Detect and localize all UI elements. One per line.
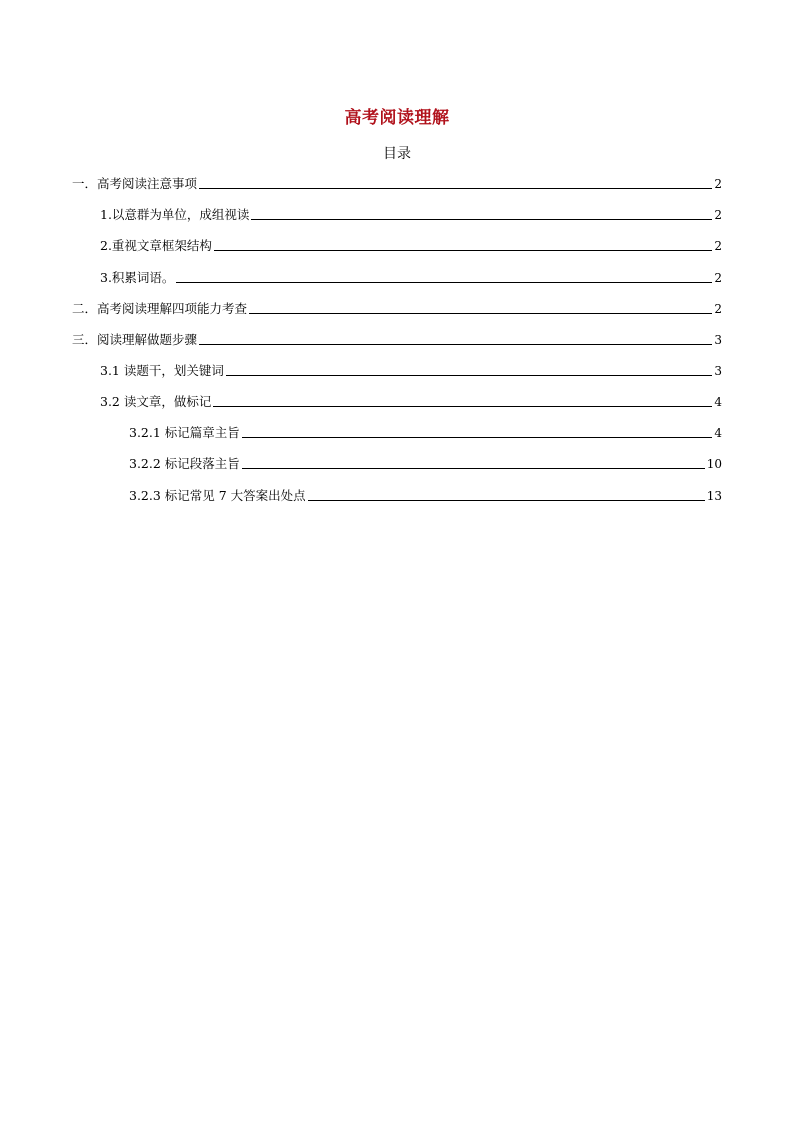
toc-heading: 目录 <box>383 146 411 162</box>
toc-entry-page: 13 <box>706 489 722 503</box>
toc-entry-page: 3 <box>714 333 722 347</box>
toc-entry-label: 3.2 读文章，做标记 <box>100 394 212 409</box>
document-title: 高考阅读理解 <box>344 108 450 128</box>
toc-leader-line <box>249 313 712 314</box>
toc-leader-line <box>242 437 713 438</box>
toc-entry-page: 2 <box>714 239 722 253</box>
toc-entry[interactable] <box>100 392 722 410</box>
toc-leader-line <box>199 344 712 345</box>
toc-leader-line <box>199 188 712 189</box>
toc-entry-page: 2 <box>714 177 722 191</box>
toc-entry[interactable] <box>100 361 722 379</box>
toc-entry[interactable] <box>72 330 722 348</box>
toc-entry-label: 3.2.1 标记篇章主旨 <box>129 425 240 440</box>
toc-entry-label: 3.1 读题干，划关键词 <box>100 363 224 378</box>
toc-entry[interactable] <box>129 423 722 441</box>
toc-entry-page: 4 <box>714 395 722 409</box>
toc-entry[interactable] <box>100 205 722 223</box>
toc-leader-line <box>176 282 712 283</box>
toc-entry[interactable] <box>72 174 722 192</box>
toc-entry[interactable] <box>129 486 722 504</box>
toc-entry-label: 2.重视文章框架结构 <box>100 238 212 253</box>
toc-leader-line <box>213 406 712 407</box>
toc-entry-page: 2 <box>714 271 722 285</box>
toc-entry-label: 3.2.3 标记常见 7 大答案出处点 <box>129 488 306 503</box>
toc-entry[interactable] <box>100 268 722 286</box>
toc-leader-line <box>214 250 712 251</box>
toc-entry-page: 3 <box>714 364 722 378</box>
toc-entry-label: 一．高考阅读注意事项 <box>72 176 198 191</box>
toc-entry-label: 二．高考阅读理解四项能力考查 <box>72 301 248 316</box>
toc-entry-label: 1.以意群为单位，成组视读 <box>100 207 250 222</box>
toc-leader-line <box>242 468 705 469</box>
toc-entry-page: 2 <box>714 208 722 222</box>
toc-leader-line <box>251 219 712 220</box>
toc-leader-line <box>226 375 713 376</box>
toc-entry-label: 3.2.2 标记段落主旨 <box>129 456 240 471</box>
toc-entry-page: 4 <box>714 426 722 440</box>
toc-entry-page: 2 <box>714 302 722 316</box>
toc-entry-label: 三．阅读理解做题步骤 <box>72 332 198 347</box>
toc-entry-label: 3.积累词语。 <box>100 270 175 285</box>
toc-entry-page: 10 <box>706 457 722 471</box>
toc-entry[interactable] <box>72 299 722 317</box>
toc-entry[interactable] <box>129 454 722 472</box>
toc-entry[interactable] <box>100 236 722 254</box>
toc-leader-line <box>308 500 705 501</box>
